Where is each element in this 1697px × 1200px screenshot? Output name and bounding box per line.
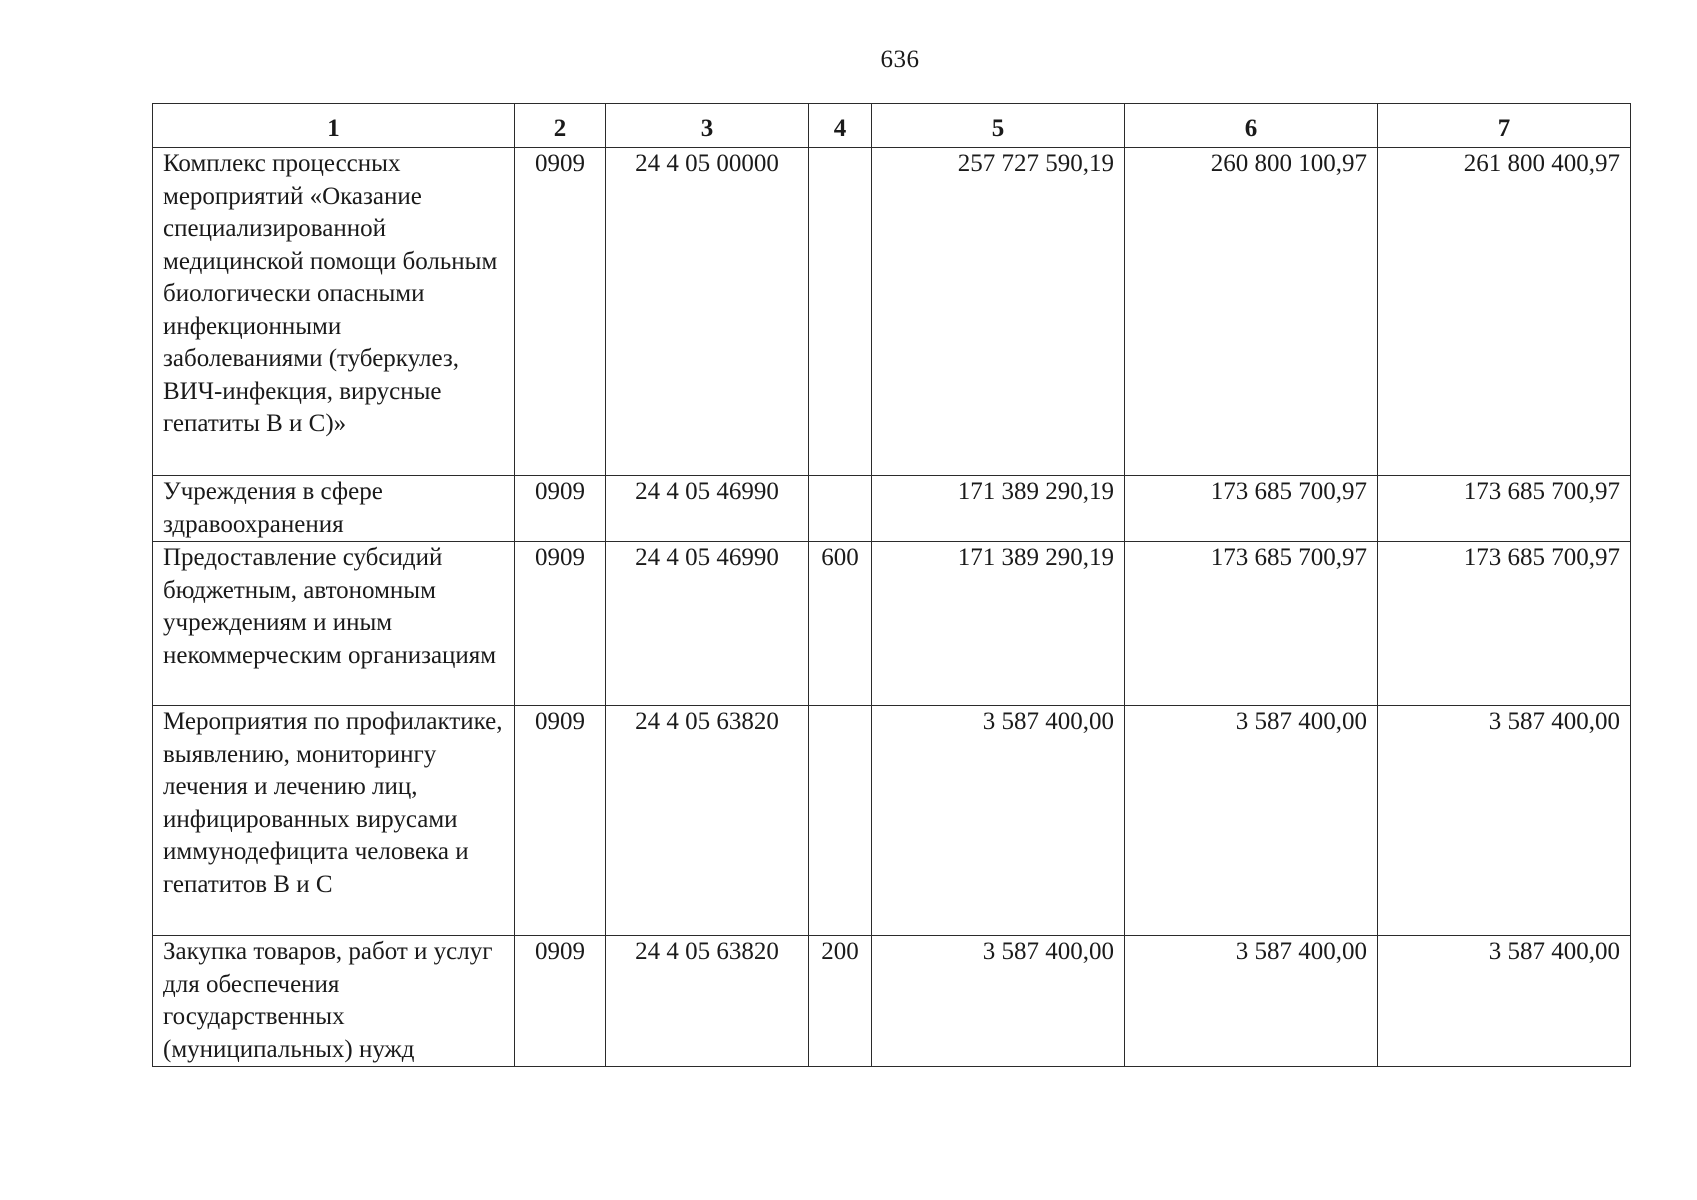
- column-header-5: 5: [872, 104, 1125, 148]
- target-article-cell: 24 4 05 46990: [606, 476, 809, 542]
- amount-col5-cell: 3 587 400,00: [872, 706, 1125, 936]
- column-header-1: 1: [153, 104, 515, 148]
- expense-type-cell: [809, 706, 872, 936]
- column-header-6: 6: [1125, 104, 1378, 148]
- amount-col7-cell: 3 587 400,00: [1378, 936, 1631, 1067]
- column-header-2: 2: [515, 104, 606, 148]
- target-article-cell: 24 4 05 63820: [606, 936, 809, 1067]
- table-row: [153, 476, 1631, 542]
- expense-type-cell: [809, 148, 872, 476]
- expense-type-cell: 600: [809, 542, 872, 706]
- table-row: [153, 542, 1631, 706]
- amount-col7-cell: 173 685 700,97: [1378, 476, 1631, 542]
- amount-col7-cell: 173 685 700,97: [1378, 542, 1631, 706]
- row-name-cell: Учреждения в сфере здравоохранения: [153, 476, 515, 542]
- section-code-cell: 0909: [515, 936, 606, 1067]
- table-row: [153, 936, 1631, 1067]
- target-article-cell: 24 4 05 63820: [606, 706, 809, 936]
- column-header-3: 3: [606, 104, 809, 148]
- target-article-cell: 24 4 05 46990: [606, 542, 809, 706]
- amount-col5-cell: 171 389 290,19: [872, 542, 1125, 706]
- expense-type-cell: 200: [809, 936, 872, 1067]
- section-code-cell: 0909: [515, 542, 606, 706]
- column-header-4: 4: [809, 104, 872, 148]
- amount-col5-cell: 3 587 400,00: [872, 936, 1125, 1067]
- amount-col7-cell: 3 587 400,00: [1378, 706, 1631, 936]
- section-code-cell: 0909: [515, 148, 606, 476]
- table-row: [153, 706, 1631, 936]
- section-code-cell: 0909: [515, 706, 606, 936]
- row-name-cell: Мероприятия по профилактике, выявлению, мониторингу лечения и лечению лиц, инфицированных вирусами иммунодефицита человека и гепатитов В и С: [153, 706, 515, 936]
- expense-type-cell: [809, 476, 872, 542]
- amount-col5-cell: 171 389 290,19: [872, 476, 1125, 542]
- amount-col6-cell: 3 587 400,00: [1125, 936, 1378, 1067]
- amount-col6-cell: 173 685 700,97: [1125, 542, 1378, 706]
- amount-col6-cell: 3 587 400,00: [1125, 706, 1378, 936]
- table-row: [153, 148, 1631, 476]
- row-name-cell: Предоставление субсидий бюджетным, автономным учреждениям и иным некоммерческим организациям: [153, 542, 515, 706]
- row-name-cell: Комплекс процессных мероприятий «Оказание специализированной медицинской помощи больным биологически опасными инфекционными заболеваниями (туберкулез, ВИЧ-инфекция, вирусные гепатиты В и С)»: [153, 148, 515, 476]
- page-number: 636: [880, 46, 920, 73]
- budget-table: [152, 103, 1631, 1067]
- amount-col6-cell: 173 685 700,97: [1125, 476, 1378, 542]
- target-article-cell: 24 4 05 00000: [606, 148, 809, 476]
- column-header-7: 7: [1378, 104, 1631, 148]
- row-name-cell: Закупка товаров, работ и услуг для обеспечения государственных (муниципальных) нужд: [153, 936, 515, 1067]
- section-code-cell: 0909: [515, 476, 606, 542]
- header-row: [153, 104, 1631, 148]
- amount-col6-cell: 260 800 100,97: [1125, 148, 1378, 476]
- amount-col5-cell: 257 727 590,19: [872, 148, 1125, 476]
- amount-col7-cell: 261 800 400,97: [1378, 148, 1631, 476]
